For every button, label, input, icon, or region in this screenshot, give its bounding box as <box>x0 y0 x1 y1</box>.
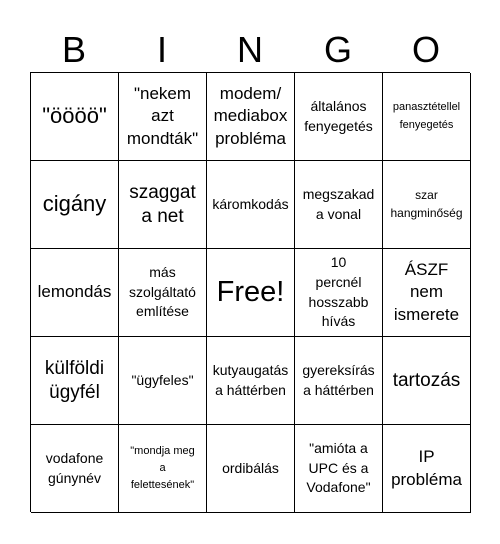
bingo-cell[interactable]: szar hangminőség <box>383 161 471 249</box>
bingo-header <box>30 28 470 72</box>
bingo-cell[interactable]: panasztétellel fenyegetés <box>383 73 471 161</box>
bingo-cell[interactable]: "ügyfeles" <box>119 337 207 425</box>
bingo-cell[interactable]: "nekem azt mondták" <box>119 73 207 161</box>
bingo-cell[interactable]: 10 percnél hosszabb hívás <box>295 249 383 337</box>
bingo-cell[interactable]: tartozás <box>383 337 471 425</box>
header-letter-b: B <box>61 29 86 70</box>
bingo-cell[interactable]: "amióta a UPC és a Vodafone" <box>295 425 383 513</box>
bingo-cell[interactable]: külföldi ügyfél <box>31 337 119 425</box>
bingo-cell[interactable]: vodafone gúnynév <box>31 425 119 513</box>
bingo-cell[interactable]: káromkodás <box>207 161 295 249</box>
bingo-grid <box>30 72 470 512</box>
bingo-cell[interactable]: lemondás <box>31 249 119 337</box>
header-letter-n: N <box>237 29 263 70</box>
bingo-cell[interactable]: "öööö" <box>31 73 119 161</box>
bingo-cell[interactable]: ordibálás <box>207 425 295 513</box>
bingo-cell[interactable]: cigány <box>31 161 119 249</box>
bingo-cell[interactable]: modem/ mediabox probléma <box>207 73 295 161</box>
bingo-cell[interactable]: ÁSZF nem ismerete <box>383 249 471 337</box>
bingo-cell[interactable]: más szolgáltató említése <box>119 249 207 337</box>
header-letter-g: G <box>323 29 352 70</box>
bingo-cell[interactable]: kutyaugatás a háttérben <box>207 337 295 425</box>
header-letter-o: O <box>411 29 440 70</box>
bingo-cell[interactable]: általános fenyegetés <box>295 73 383 161</box>
bingo-cell[interactable]: "mondja meg a felettesének" <box>119 425 207 513</box>
free-cell[interactable]: Free! <box>207 249 295 337</box>
bingo-cell[interactable]: gyereksírás a háttérben <box>295 337 383 425</box>
bingo-cell[interactable]: megszakad a vonal <box>295 161 383 249</box>
bingo-cell[interactable]: szaggat a net <box>119 161 207 249</box>
header-letter-i: I <box>156 29 167 70</box>
bingo-cell[interactable]: IP probléma <box>383 425 471 513</box>
